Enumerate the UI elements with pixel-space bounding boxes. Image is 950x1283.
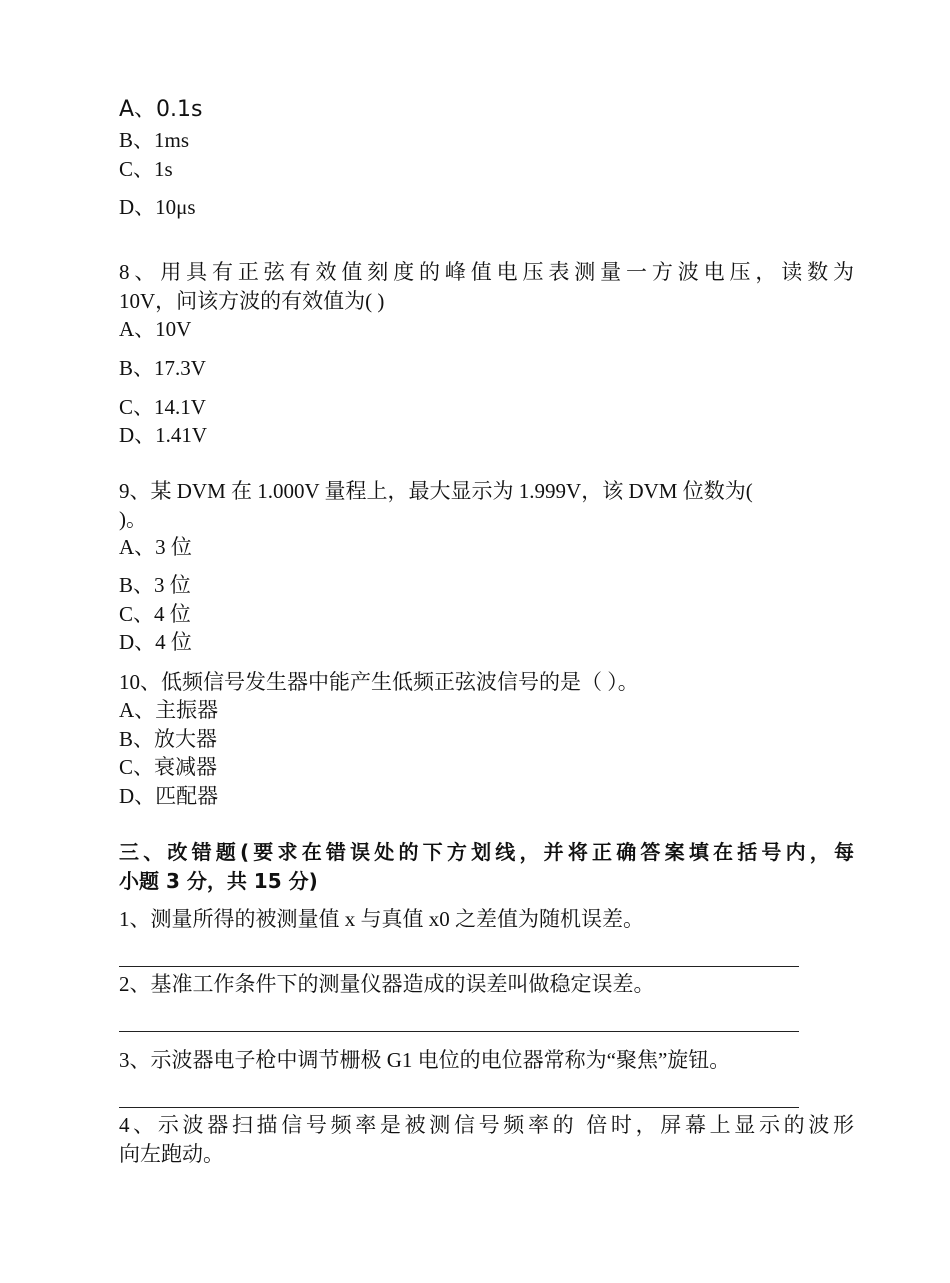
q10-option-d: D、匹配器 [119,784,219,808]
q9-question-line1: 9、某 DVM 在 1.000V 量程上，最大显示为 1.999V，该 DVM 位数为( [119,479,753,503]
correction-item-2: 2、基准工作条件下的测量仪器造成的误差叫做稳定误差。 [119,972,655,996]
q9-option-c: C、4 位 [119,602,191,626]
q8-question-line1: 8、用具有正弦有效值刻度的峰值电压表测量一方波电压，读数为 [119,260,854,284]
q10-question: 10、低频信号发生器中能产生低频正弦波信号的是（ ）。 [119,670,639,694]
section3-title-line2: 小题 3 分，共 15 分) [119,869,318,893]
section3-title-line1: 三、改错题(要求在错误处的下方划线，并将正确答案填在括号内，每 [119,840,854,864]
q7-option-b: B、1ms [119,128,190,152]
correction-item-4-line1: 4、示波器扫描信号频率是被测信号频率的 倍时，屏幕上显示的波形 [119,1113,854,1137]
q10-option-c: C、衰减器 [119,755,218,779]
q8-option-d: D、1.41V [119,423,208,447]
answer-line-1 [119,966,799,967]
correction-item-3: 3、示波器电子枪中调节栅极 G1 电位的电位器常称为“聚焦”旋钮。 [119,1048,731,1072]
q7-option-c: C、1s [119,157,173,181]
q8-option-c: C、14.1V [119,395,206,419]
correction-item-1: 1、测量所得的被测量值 x 与真值 x0 之差值为随机误差。 [119,907,644,931]
answer-line-3 [119,1107,799,1108]
q8-question-line2: 10V，问该方波的有效值为( ) [119,289,385,313]
q10-option-b: B、放大器 [119,727,218,751]
correction-item-4-line2: 向左跑动。 [119,1142,224,1166]
q9-option-a: A、3 位 [119,535,192,559]
q10-option-a: A、主振器 [119,698,219,722]
q9-question-line2: )。 [119,507,147,531]
q8-option-b: B、17.3V [119,356,206,380]
q7-option-d: D、10μs [119,195,196,219]
q8-option-a: A、10V [119,317,192,341]
q9-option-b: B、3 位 [119,573,191,597]
q9-option-d: D、4 位 [119,630,192,654]
q7-option-a: A、0.1s [119,97,203,122]
answer-line-2 [119,1031,799,1032]
